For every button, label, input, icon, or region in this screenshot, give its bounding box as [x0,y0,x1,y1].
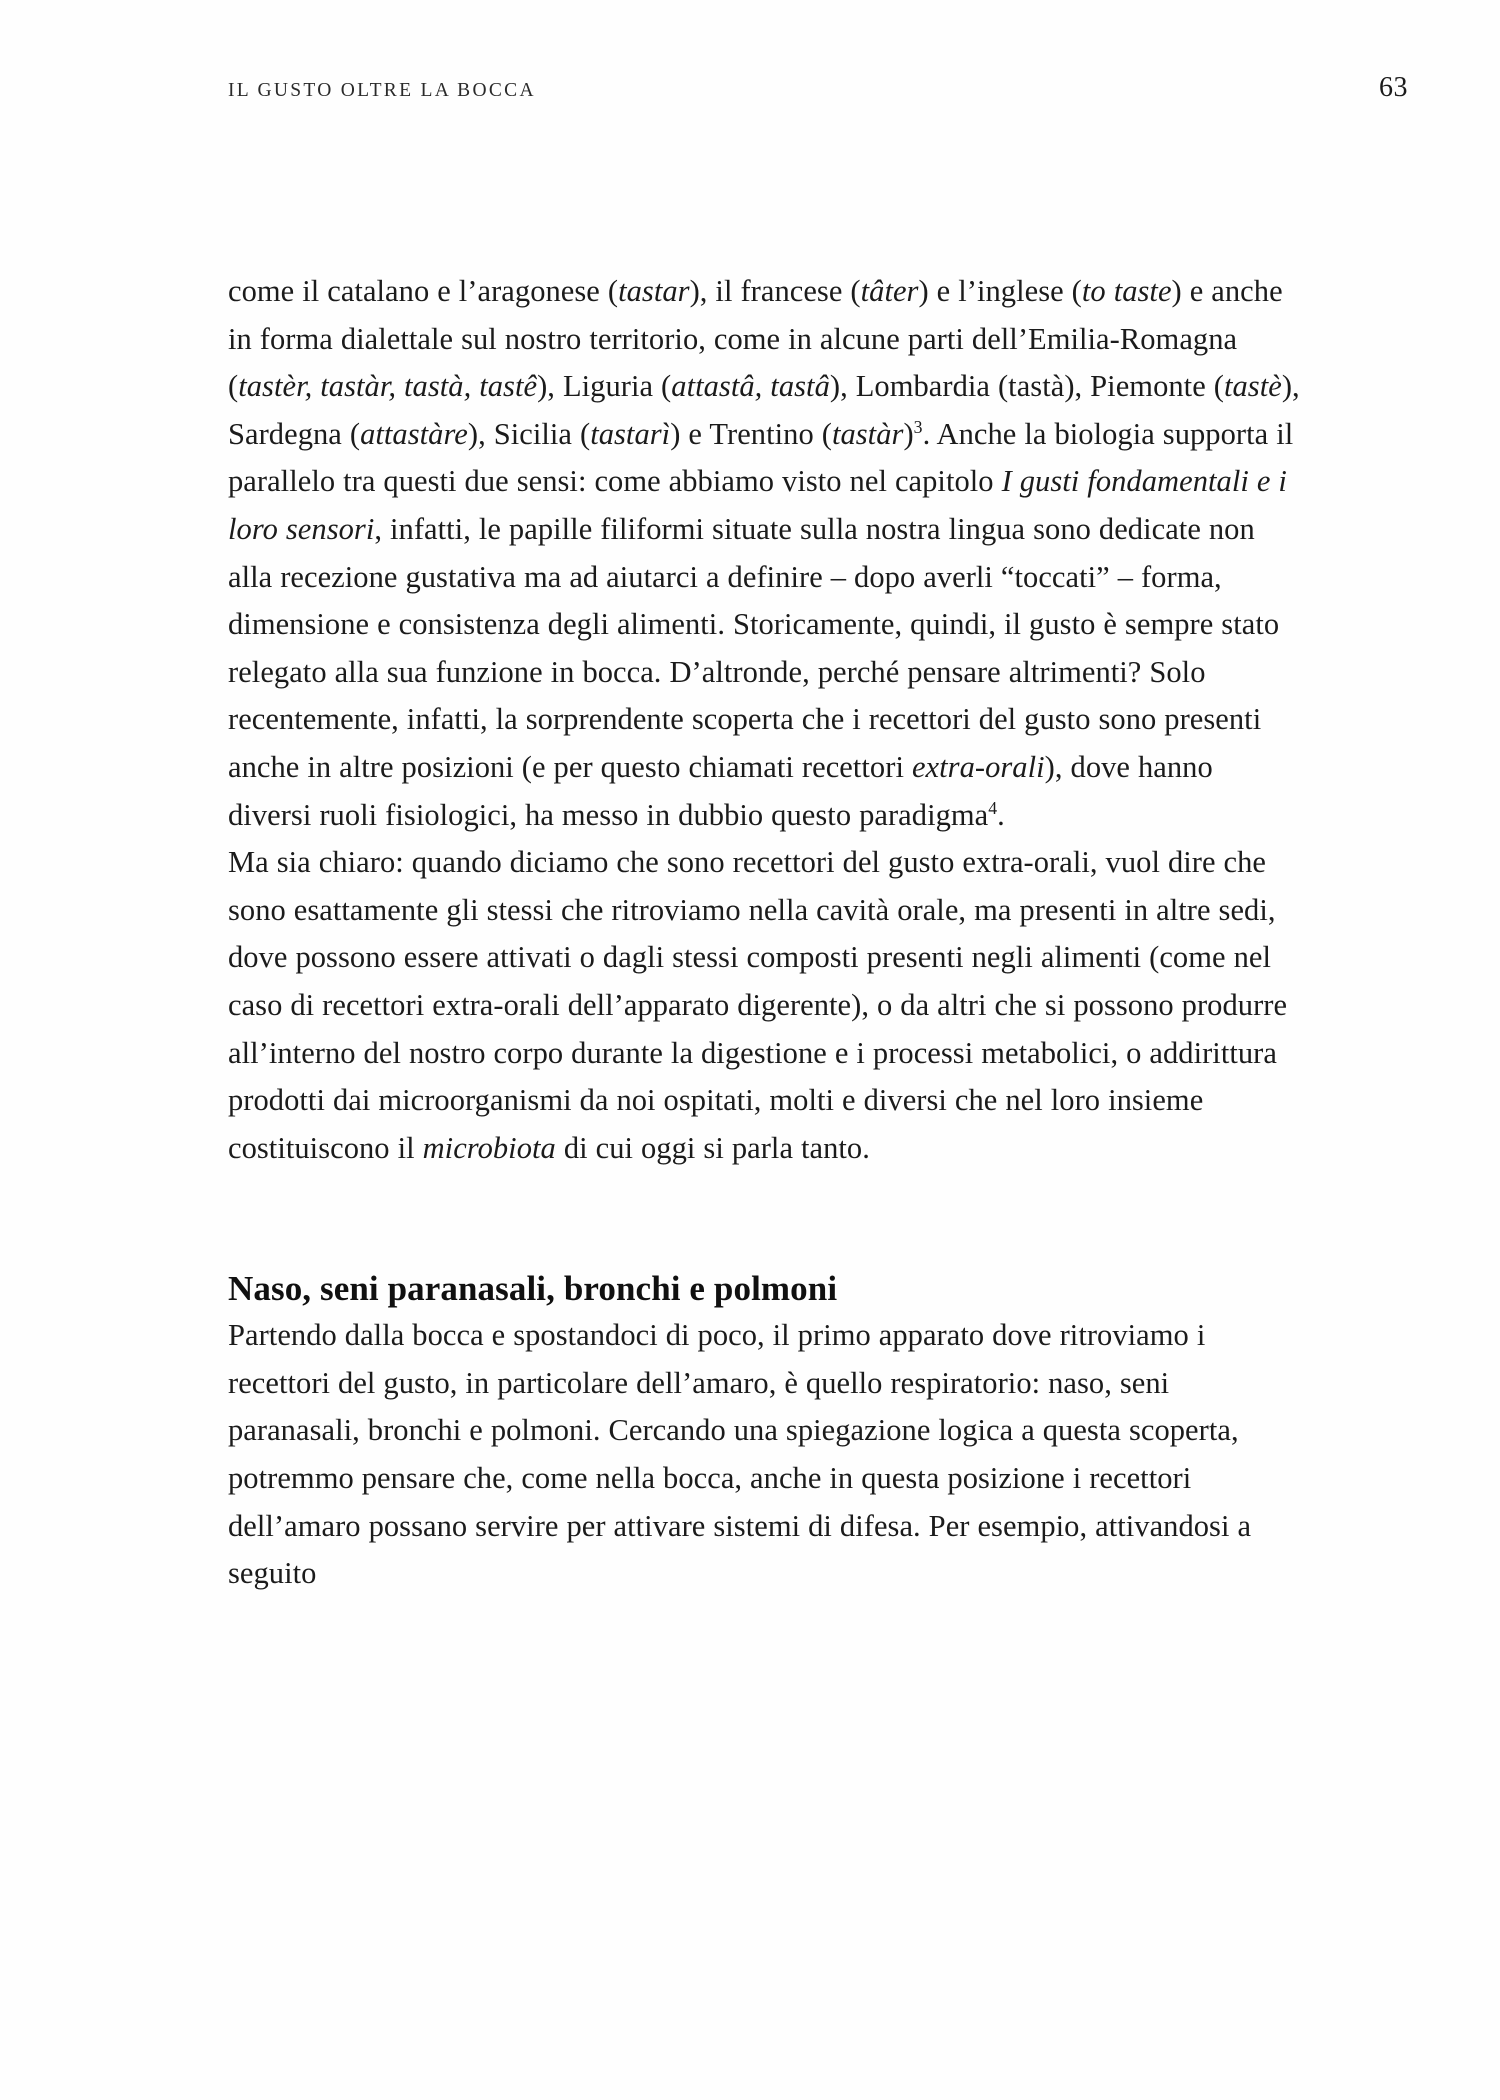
text-run: ), Sicilia ( [467,416,591,451]
body-paragraph-2 [228,839,1300,1172]
heading-spacer [228,1172,1300,1265]
page-header [228,72,1420,106]
text-run: . [997,797,1005,832]
text-run: ) e l’inglese ( [918,274,1082,308]
italic-term: tastèr, tastàr, tastà, tastê [238,369,538,404]
text-run: di cui oggi si parla tanto. [555,1130,870,1165]
text-run: ) [903,416,914,451]
italic-term: tastarì [590,416,671,451]
italic-term: microbiota [422,1130,556,1165]
running-head: IL GUSTO OLTRE LA BOCCA [228,80,536,101]
italic-term: tastar [618,274,690,308]
text-run: ), dove hanno diversi ruoli fisiologici, ha messo in dubbio questo paradigma [228,749,1213,832]
footnote-marker: 3 [913,416,923,437]
text-run: ) e anche in forma dialettale sul nostro territorio, come in alcune parti dell’Emilia-Romagna ( [228,274,1283,404]
page-number: 63 [1379,72,1408,103]
body-paragraph-3 [228,1312,1300,1598]
italic-term: tastè [1223,369,1282,404]
text-run: ) e Trentino ( [670,416,832,451]
italic-term: to taste [1081,274,1172,308]
section-heading: Naso, seni paranasali, bronchi e polmoni [228,1269,838,1309]
text-run: . Anche la biologia supporta il parallelo tra questi due sensi: come abbiamo visto nel capitolo [228,416,1294,499]
italic-term: I gusti fondamentali e i loro sensori [228,464,1287,546]
italic-term: extra-orali [911,749,1045,784]
text-run: Partendo dalla bocca e spostandoci di poco, il primo apparato dove ritroviamo i recettori del gusto, in particolare dell’amaro, è quello respiratorio: naso, seni paranasali, bronchi e polmoni. Cercando una spiegazione logica a questa scoperta, potremmo pensare che, come nella bocca, anche in questa posizione i recettori dell’amaro possano servire per attivare sistemi di difesa. Per esempio, attivandosi a seguito [228,1318,1252,1591]
italic-term: attastàre [360,416,468,451]
italic-term: tâter [860,274,919,308]
text-run: , infatti, le papille filiformi situate sulla nostra lingua sono dedicate non alla recezione gustativa ma ad aiutarci a definire – dopo averli “toccati” – forma, dimensione e consistenza degli alimenti. Storicamente, quindi, il gusto è sempre stato relegato alla sua funzione in bocca. D’altronde, perché pensare altrimenti? Solo recentemente, infatti, la sorprendente scoperta che i recettori del gusto sono presenti anche in altre posizioni (e per questo chiamati recettori [228,511,1280,784]
text-run: ), Sardegna ( [228,369,1300,451]
text-run: Ma sia chiaro: quando diciamo che sono recettori del gusto extra-orali, vuol dire che sono esattamente gli stessi che ritroviamo nella cavità orale, ma presenti in altre sedi, dove possono essere attivati o dagli stessi composti presenti negli alimenti (come nel caso di recettori extra-orali dell’apparato digerente), o da altri che si possono produrre all’interno del nostro corpo durante la digestione e i processi metabolici, o addirittura prodotti dai microorganismi da noi ospitati, molti e diversi che nel loro insieme costituiscono il [228,845,1288,1165]
text-run: ), il francese ( [689,274,861,308]
text-block [228,268,1300,1598]
footnote-marker: 4 [988,797,998,818]
text-run: ), Lombardia (tastà), Piemonte ( [829,369,1224,404]
italic-term: tastàr [831,416,904,451]
text-run: come il catalano e l’aragonese ( [228,274,619,308]
text-run: ), Liguria ( [537,369,672,404]
body-paragraph-1 [228,268,1300,839]
italic-term: attastâ, tastâ [671,369,830,404]
